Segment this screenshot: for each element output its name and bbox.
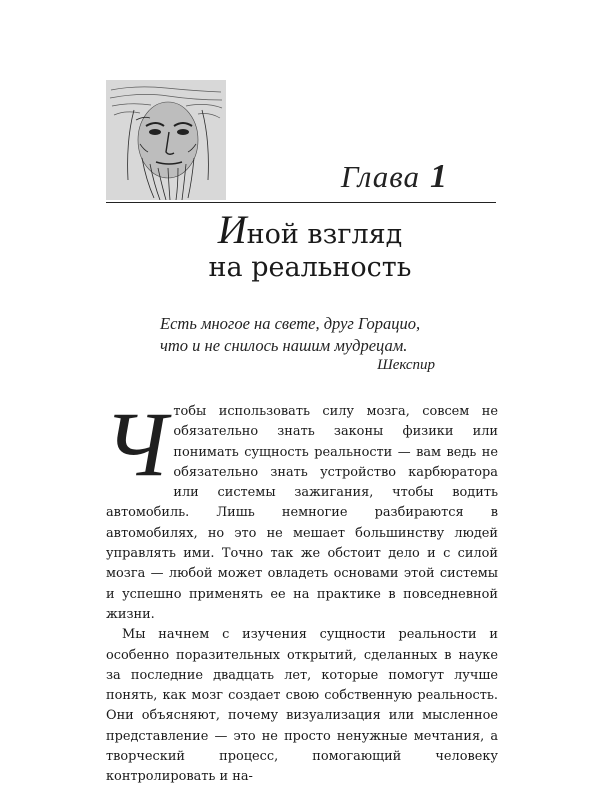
title-line1: ной взгляд: [246, 219, 403, 250]
drop-cap: Ч: [104, 393, 168, 495]
epigraph: [160, 313, 450, 357]
title-initial: И: [217, 207, 247, 252]
chapter-number: 1: [430, 158, 448, 195]
chapter-heading: [341, 158, 448, 196]
portrait-engraving: [106, 80, 226, 200]
chapter-title: [140, 207, 480, 284]
paragraph-2: Мы начнем с изучения сущности реальности и особенно поразительных открытий, сделанных в науке за последние двадцать лет, которые помогут лучше понять, как мозг создает свою собственную реальность. Они объясняют, почему визуализация или мысленное представление — это не просто ненужные мечтания, а творческий процесс, помогающий человеку контролировать и на-: [106, 627, 498, 785]
body-text: [104, 393, 498, 788]
paragraph-1-text: тобы использовать силу мозга, совсем не обязательно знать законы физики или понимать сущность реальности — вам ведь не обязательно знать устройство карбюратора или системы зажигания, чтобы водить автомобиль. Лишь немногие разбираются в автомобилях, но это не мешает большинству людей управлять ими. Точно так же обстоит дело и с силой мозга — любой может овладеть основами этой системы и успешно применять ее на практике в повседневной жизни.: [106, 404, 498, 622]
paragraph-1: [104, 393, 498, 625]
title-line2: на реальность: [208, 252, 412, 283]
epigraph-line2: что и не снилось нашим мудрецам.: [160, 336, 408, 355]
chapter-label: Глава: [340, 159, 420, 194]
chapter-divider: [106, 202, 496, 203]
epigraph-line1: Есть многое на свете, друг Горацио,: [160, 314, 421, 333]
epigraph-author: Шекспир: [377, 357, 435, 373]
